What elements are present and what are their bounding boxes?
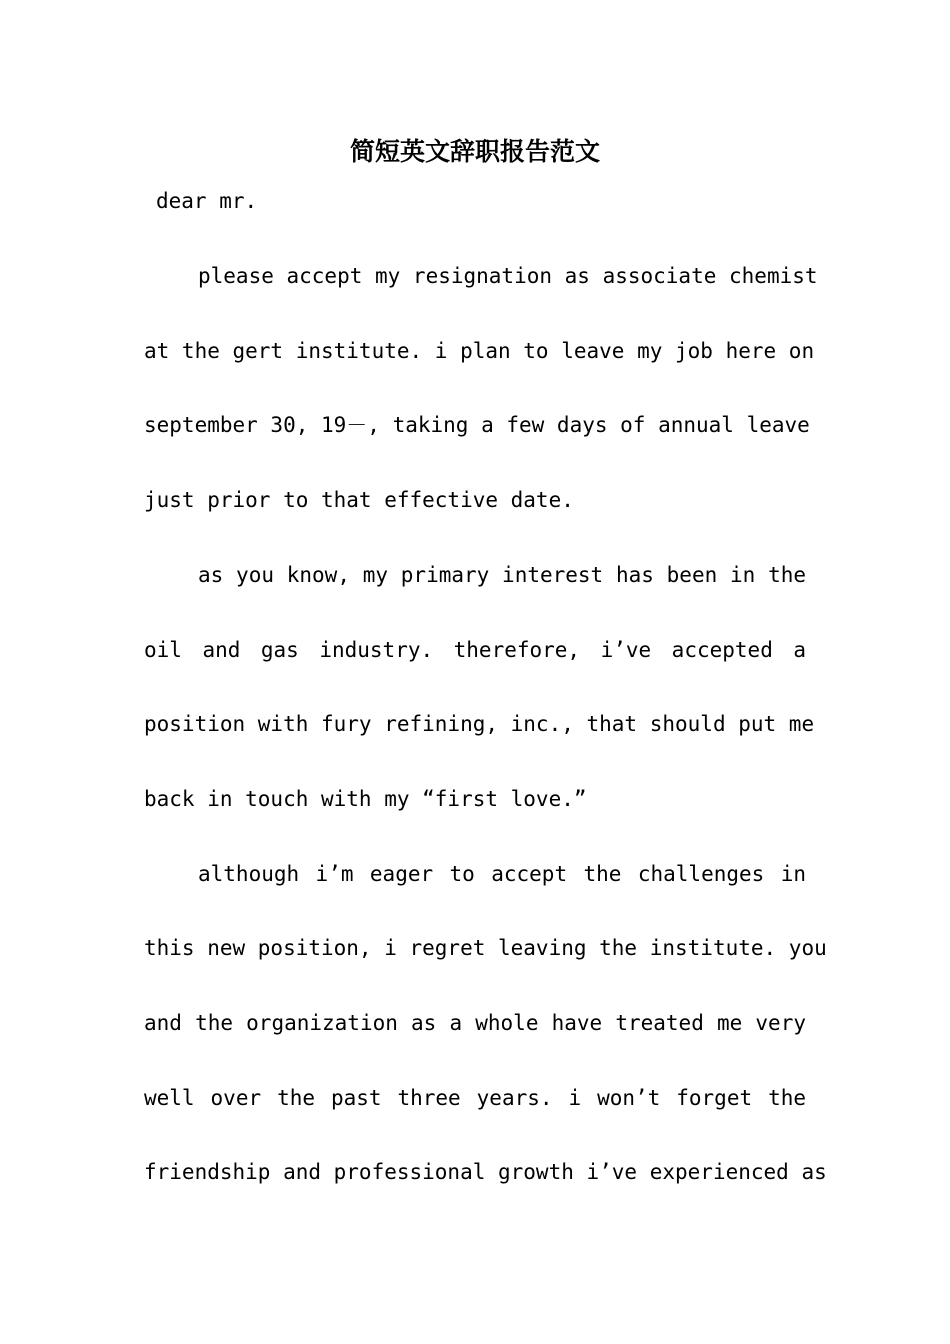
paragraph-1-line-1: please accept my resignation as associate chemist [198, 264, 818, 288]
paragraph-1-line-4: just prior to that effective date. [144, 488, 574, 512]
paragraph-1-line-2: at the gert institute. i plan to leave my job here on [144, 339, 815, 363]
paragraph-1-line-3: september 30, 19－, taking a few days of annual leave [144, 413, 810, 437]
paragraph-2-line-3: position with fury refining, inc., that should put me [144, 712, 815, 736]
paragraph-2-line-2: oil and gas industry. therefore, i’ve accepted a [144, 638, 806, 662]
paragraph-3-line-5: friendship and professional growth i’ve experienced as [144, 1160, 827, 1184]
paragraph-3-line-3: and the organization as a whole have treated me very [144, 1011, 806, 1035]
paragraph-3-line-1: although i’m eager to accept the challenges in [198, 862, 806, 886]
document-title: 简短英文辞职报告范文 [349, 137, 600, 166]
paragraph-3-line-2: this new position, i regret leaving the institute. you [144, 936, 827, 960]
paragraph-2-line-4: back in touch with my “first love.” [144, 787, 587, 811]
salutation: dear mr. [156, 189, 258, 213]
paragraph-3-line-4: well over the past three years. i won’t forget the [144, 1086, 806, 1110]
paragraph-2-line-1: as you know, my primary interest has been in the [198, 563, 806, 587]
